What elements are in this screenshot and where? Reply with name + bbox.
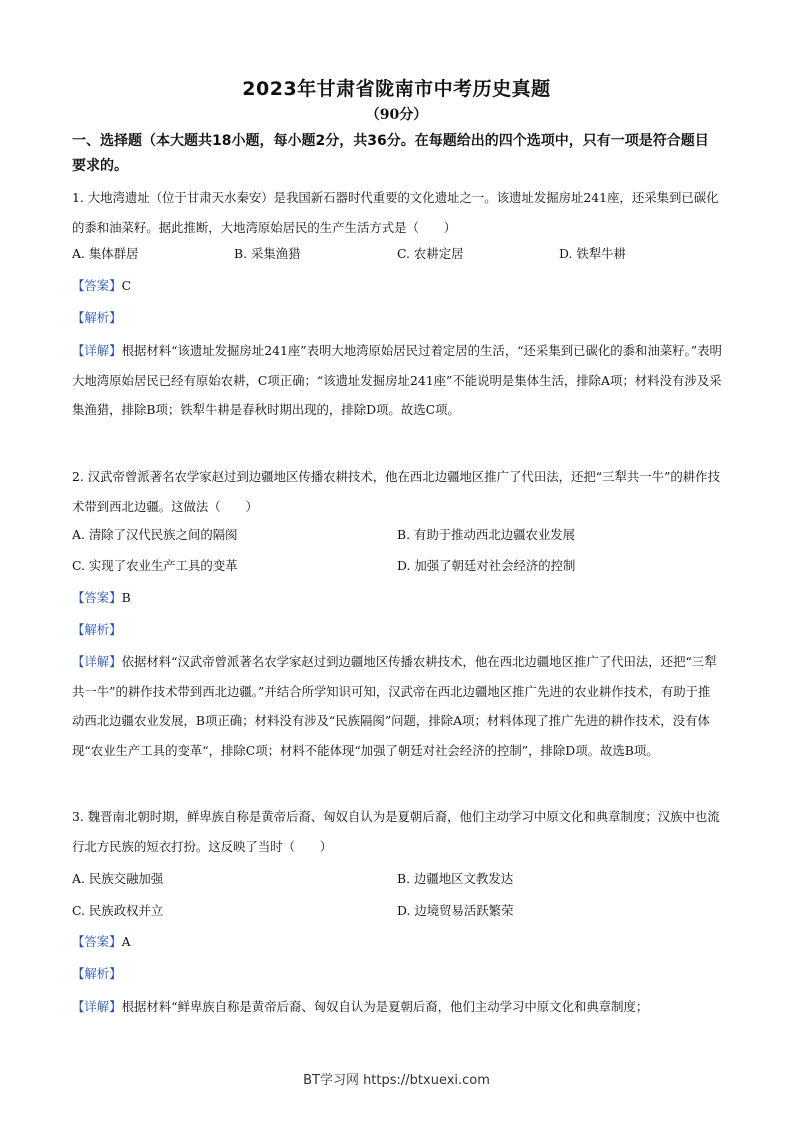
question-2-stem: 2. 汉武帝曾派著名农学家赵过到边疆地区传播农耕技术，他在西北边疆地区推广了代田法，还把“三犁共一牛”的耕作技术带到西北边疆。这做法（ ）: [72, 469, 720, 514]
question-1-stem: 1. 大地湾遗址（位于甘肃天水秦安）是我国新石器时代重要的文化遗址之一。该遗址发掘房址241座，还采集到已碳化的黍和油菜籽。据此推断，大地湾原始居民的生产生活方式是（ ）: [72, 190, 719, 235]
q2-detail: [72, 647, 722, 765]
q2-option-a: A. 清除了汉代民族之间的隔阂: [72, 527, 238, 542]
detail-label: 【详解】: [72, 999, 122, 1014]
q1-analysis-label: [72, 308, 122, 328]
q1-detail-text: 根据材料“该遗址发掘房址241座”表明大地湾原始居民过着定居的生活，“还采集到已碳化的黍和油菜籽。”表明大地湾原始居民已经有原始农耕，C项正确；“该遗址发掘房址241座”不能说明是集体生活，排除A项；材料没有涉及采集渔猎，排除B项；铁犁牛耕是春秋时期出现的，排除D项。故选C项。: [72, 343, 722, 417]
q2-option-c: C. 实现了农业生产工具的变革: [72, 558, 238, 573]
q1-option-d: D. 铁犁牛耕: [559, 246, 626, 261]
q2-option-d: D. 加强了朝廷对社会经济的控制: [397, 558, 576, 573]
detail-label: 【详解】: [72, 654, 122, 669]
q3-option-d: D. 边境贸易活跃繁荣: [397, 903, 514, 918]
q3-option-b: B. 边疆地区文教发达: [397, 871, 514, 886]
q1-detail: [72, 336, 722, 425]
page-title: 2023年甘肃省陇南市中考历史真题: [242, 78, 551, 100]
total-score: （90分）: [365, 107, 428, 123]
q2-detail-text: 依据材料“汉武帝曾派著名农学家赵过到边疆地区传播农耕技术，他在西北边疆地区推广了代田法，还把“三犁共一牛”的耕作技术带到西北边疆。”并结合所学知识可知，汉武帝在西北边疆地区推广先进的农业耕作技术，有助于推动西北边疆农业发展，B项正确；材料没有涉及“民族隔阂”问题，排除A项；材料体现了推广先进的耕作技术，没有体现“农业生产工具的变革“，排除C项；材料不能体现“加强了朝廷对社会经济的控制”，排除D项。故选B项。: [72, 654, 717, 758]
answer-label: 【答案】: [72, 590, 122, 605]
analysis-label: 【解析】: [72, 622, 122, 637]
q1-option-c: C. 农耕定居: [397, 246, 464, 261]
q1-option-b: B. 采集渔猎: [234, 246, 301, 261]
q3-detail: [72, 992, 722, 1022]
q3-option-c: C. 民族政权并立: [72, 903, 164, 918]
answer-label: 【答案】: [72, 934, 122, 949]
q1-answer-row: [72, 276, 131, 296]
q2-answer-row: [72, 588, 131, 608]
site-watermark: BT学习网 https://btxuexi.com: [303, 1073, 490, 1088]
q3-detail-text: 根据材料“鲜卑族自称是黄帝后裔、匈奴自认为是夏朝后裔，他们主动学习中原文化和典章制度；: [121, 999, 649, 1014]
analysis-label: 【解析】: [72, 310, 122, 325]
q3-answer-row: [72, 932, 131, 952]
section-heading: 一、选择题（本大题共18小题，每小题2分，共36分。在每题给出的四个选项中，只有一项是符合题目要求的。: [72, 133, 709, 174]
analysis-label: 【解析】: [72, 966, 122, 981]
q2-answer: B: [121, 590, 131, 605]
q1-option-a: A. 集体群居: [72, 246, 139, 261]
q3-analysis-label: [72, 964, 122, 984]
q1-answer: C: [121, 278, 132, 293]
question-3-stem: 3. 魏晋南北朝时期，鲜卑族自称是黄帝后裔、匈奴自认为是夏朝后裔，他们主动学习中原文化和典章制度；汉族中也流行北方民族的短衣打扮。这反映了当时（ ）: [72, 809, 720, 854]
answer-label: 【答案】: [72, 278, 122, 293]
q3-option-a: A. 民族交融加强: [72, 871, 164, 886]
q2-option-b: B. 有助于推动西北边疆农业发展: [397, 527, 576, 542]
q3-answer: A: [121, 934, 131, 949]
detail-label: 【详解】: [72, 343, 122, 358]
q2-analysis-label: [72, 620, 122, 640]
